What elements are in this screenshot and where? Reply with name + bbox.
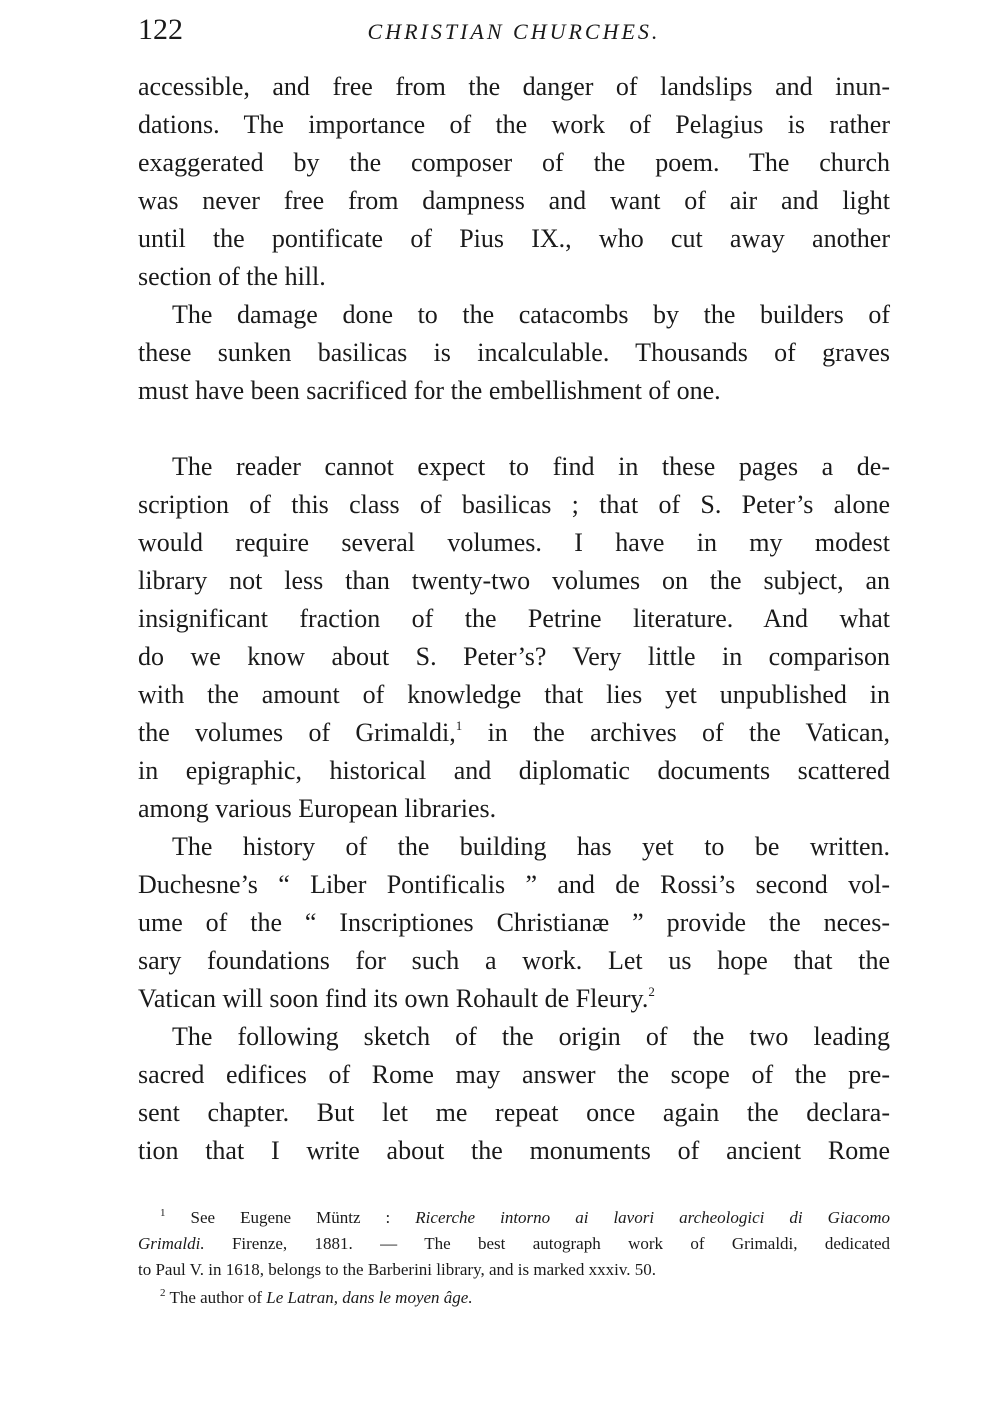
body-line: section of the hill. [138, 262, 326, 291]
body-text-segment: in the archives of the Vatican, [487, 718, 891, 747]
footnote-number: 1 [160, 1207, 166, 1219]
footnote-marker: 2 [648, 984, 655, 999]
body-text-segment: the volumes of Grimaldi, [138, 718, 456, 747]
body-line: ume of the “ Inscriptiones Christianæ ” provide the neces- [138, 908, 890, 937]
footnote-marker: 1 [455, 718, 463, 733]
body-line: would require several volumes. I have in my modest [138, 528, 890, 557]
body-line: dations. The importance of the work of Pelagius is rather [138, 110, 890, 139]
body-line: scription of this class of basilicas ; that of S. Peter’s alone [138, 490, 890, 519]
body-line-with-footnote [138, 716, 890, 750]
body-line: was never free from dampness and want of air and light [138, 186, 890, 215]
body-line-with-footnote [138, 982, 890, 1016]
footnote-2 [160, 1285, 890, 1311]
footnote-title: Ricerche intorno ai lavori archeologici di Giacomo [415, 1208, 890, 1227]
footnote-1-line-2 [138, 1231, 890, 1257]
body-line: The following sketch of the origin of the two leading [172, 1022, 890, 1051]
running-title: CHRISTIAN CHURCHES. [367, 19, 661, 44]
body-line: sacred edifices of Rome may answer the scope of the pre- [138, 1060, 890, 1089]
page-number: 122 [138, 13, 183, 46]
body-line: must have been sacrificed for the embellishment of one. [138, 376, 721, 405]
body-text-segment: Vatican will soon find its own Rohault de Fleury. [138, 984, 649, 1013]
body-line: with the amount of knowledge that lies yet unpublished in [138, 680, 890, 709]
footnote-1 [160, 1205, 890, 1231]
body-line: these sunken basilicas is incalculable. Thousands of graves [138, 338, 890, 367]
body-line: until the pontificate of Pius IX., who cut away another [138, 224, 890, 253]
body-line: Duchesne’s “ Liber Pontificalis ” and de Rossi’s second vol- [138, 870, 890, 899]
body-line: do we know about S. Peter’s? Very little in comparison [138, 642, 890, 671]
body-line: The damage done to the catacombs by the builders of [172, 300, 890, 329]
body-line: exaggerated by the composer of the poem. The church [138, 148, 890, 177]
body-line: sent chapter. But let me repeat once again the declara- [138, 1098, 890, 1127]
body-line: library not less than twenty-two volumes on the subject, an [138, 566, 890, 595]
footnote-title: Grimaldi. [138, 1234, 205, 1253]
body-line: The reader cannot expect to find in these pages a de- [172, 452, 890, 481]
footnote-text: The author of [169, 1288, 262, 1307]
body-line: insignificant fraction of the Petrine literature. And what [138, 604, 890, 633]
body-line: accessible, and free from the danger of landslips and inun- [138, 72, 890, 101]
body-line: in epigraphic, historical and diplomatic documents scattered [138, 756, 890, 785]
body-line: The history of the building has yet to be written. [172, 832, 890, 861]
body-line: among various European libraries. [138, 794, 497, 823]
footnote-1-line-3: to Paul V. in 1618, belongs to the Barberini library, and is marked xxxiv. 50. [138, 1260, 656, 1279]
footnote-text: Firenze, 1881. — The best autograph work of Grimaldi, dedicated [231, 1234, 890, 1253]
footnote-title: Le Latran, dans le moyen âge. [266, 1288, 473, 1307]
footnote-text: See Eugene Müntz : [190, 1208, 391, 1227]
page-header [138, 10, 890, 50]
footnote-number: 2 [160, 1287, 166, 1299]
body-line: tion that I write about the monuments of ancient Rome [138, 1136, 890, 1165]
body-line: sary foundations for such a work. Let us hope that the [138, 946, 890, 975]
